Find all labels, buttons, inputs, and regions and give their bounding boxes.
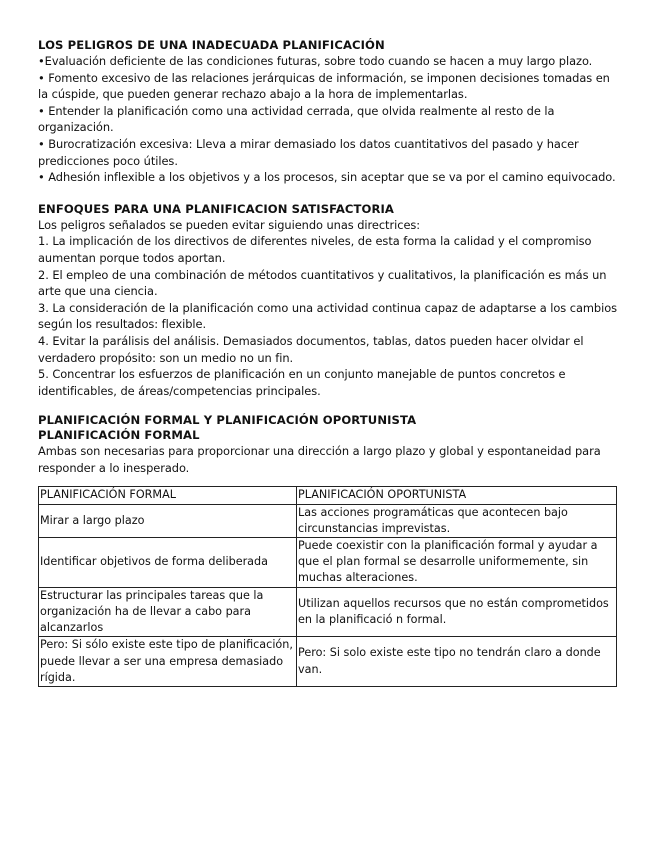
comparison-table (38, 486, 617, 686)
table-row (39, 587, 617, 637)
section-subtitle-formal: PLANIFICACIÓN FORMAL (38, 428, 200, 443)
section-title-formal-oportunista: PLANIFICACIÓN FORMAL Y PLANIFICACIÓN OPORTUNISTA (38, 413, 417, 428)
table-cell: Pero: Si sólo existe este tipo de planificación, puede llevar a ser una empresa demasiado rígida. (39, 637, 297, 687)
list-item: 3. La consideración de la planificación como una actividad continua capaz de adaptarse a los cambios según los resultados: flexible. (38, 300, 618, 332)
list-item: • Adhesión inflexible a los objetivos y a los procesos, sin aceptar que se va por el camino equivocado. (38, 170, 616, 185)
section-intro: Ambas son necesarias para proporcionar una dirección a largo plazo y global y espontaneidad para responder a lo inesperado. (38, 444, 601, 475)
section-title-enfoques: ENFOQUES PARA UNA PLANIFICACION SATISFACTORIA (38, 201, 394, 216)
list-item: 2. El empleo de una combinación de métodos cuantitativos y cualitativos, la planificación es más un arte que una ciencia. (38, 267, 607, 299)
list-item: 1. La implicación de los directivos de diferentes niveles, de esta forma la calidad y el compromiso aumentan porque todos aportan. (38, 234, 592, 265)
table-cell: Las acciones programáticas que acontecen bajo circunstancias imprevistas. (297, 504, 617, 537)
list-item: 5. Concentrar los esfuerzos de planificación en un conjunto manejable de puntos concretos e identificables, de áreas/competencias principales. (38, 367, 566, 398)
list-item: •Evaluación deficiente de las condiciones futuras, sobre todo cuando se hacen a muy largo plazo. (38, 54, 593, 68)
table-row (39, 504, 617, 537)
table-cell: Identificar objetivos de forma deliberada (39, 538, 297, 588)
table-header-cell: PLANIFICACIÓN OPORTUNISTA (297, 487, 617, 504)
list-item: • Entender la planificación como una actividad cerrada, que olvida realmente al resto de la organización. (38, 103, 555, 135)
table-row (39, 637, 617, 687)
table-header-row (39, 487, 617, 504)
list-item: • Burocratización excesiva: Lleva a mirar demasiado los datos cuantitativos del pasado y hacer predicciones poco útiles. (38, 136, 579, 168)
section-intro: Los peligros señalados se pueden evitar siguiendo unas directrices: (38, 217, 421, 232)
table-cell: Utilizan aquellos recursos que no están comprometidos en la planificació n formal. (297, 587, 617, 637)
table-header-cell: PLANIFICACIÓN FORMAL (39, 487, 297, 504)
table-cell: Mirar a largo plazo (39, 504, 297, 537)
table-row (39, 538, 617, 588)
document-page (38, 38, 618, 687)
table-cell: Puede coexistir con la planificación formal y ayudar a que el plan formal se desarrolle uniformemente, sin muchas alteraciones. (297, 538, 617, 588)
section-title-peligros: LOS PELIGROS DE UNA INADECUADA PLANIFICACIÓN (38, 38, 385, 52)
table-cell: Estructurar las principales tareas que la organización ha de llevar a cabo para alcanzarlos (39, 587, 297, 637)
list-item: • Fomento excesivo de las relaciones jerárquicas de información, se imponen decisiones tomadas en la cúspide, que pueden generar rechazo abajo a la hora de implementarlas. (38, 70, 610, 102)
table-cell: Pero: Si solo existe este tipo no tendrán claro a donde van. (297, 637, 617, 687)
list-item: 4. Evitar la parálisis del análisis. Demasiados documentos, tablas, datos pueden hacer olvidar el verdadero propósito: son un medio no un fin. (38, 333, 584, 365)
